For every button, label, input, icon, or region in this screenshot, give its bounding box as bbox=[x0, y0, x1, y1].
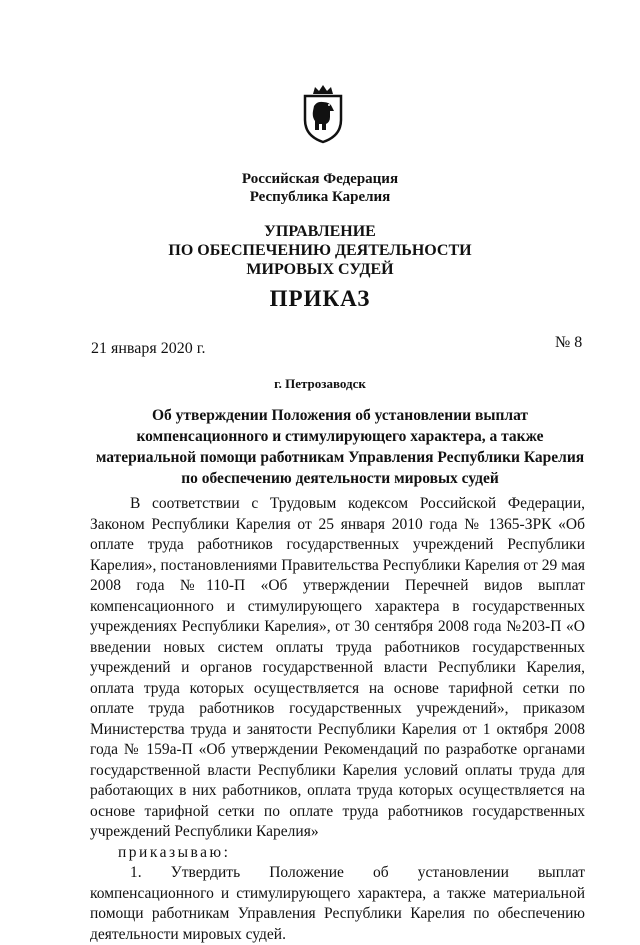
order-body bbox=[90, 494, 585, 945]
karelia-coat-of-arms-icon bbox=[299, 84, 347, 144]
org-name-line2: ПО ОБЕСПЕЧЕНИЮ ДЕЯТЕЛЬНОСТИ bbox=[168, 242, 472, 259]
republic-name: Республика Карелия bbox=[249, 189, 391, 205]
preamble-paragraph: В соответствии с Трудовым кодексом Российской Федерации, Законом Республики Карелия от 25 января 2010 года № 1365-ЗРК «Об оплате труда работников государственных учреждений Республики Карелия», постановлениями Правительства Республики Карелия от 29 мая 2008 года №110-П «Об утверждении Перечней видов выплат компенсационного и стимулирующего характера в государственных учреждениях Республики Карелия», от 30 сентября 2008 года №203-П «О введении новых систем оплаты труда работников государственных учреждений и органов государственной власти Республики Карелия, оплата труда которых осуществляется на основе тарифной сетки по оплате труда работников государственных учреждений», приказом Министерства труда и занятости Республики Карелия от 1 октября 2008 года № 159а-П «Об утверждении Рекомендаций по разработке органами государственной власти Республики Карелия условий оплаты труда для работающих в них работников, оплата труда которых осуществляется на основе тарифной сетки по оплате труда работников государственных учреждений Республики Карелия» bbox=[90, 495, 585, 840]
org-name-line1: УПРАВЛЕНИЕ bbox=[264, 223, 376, 240]
country-name: Российская Федерация bbox=[241, 171, 399, 187]
order-title: ПРИКАЗ bbox=[269, 286, 371, 311]
order-item-1: 1. Утвердить Положение об установлении выплат компенсационного и стимулирующего характера, а также материальной помощи работникам Управления Республики Карелия по обеспечению деятельности мировых судей. bbox=[90, 864, 585, 943]
org-name-line3: МИРОВЫХ СУДЕЙ bbox=[246, 261, 394, 278]
order-subject: Об утверждении Положения об установлении выплат компенсационного и стимулирующего характера, а также материальной помощи работникам Управления Республики Карелия по обеспечению деятельности мировых судей bbox=[95, 407, 585, 487]
orders-word: приказываю: bbox=[118, 843, 231, 861]
order-date: 21 января 2020 г. bbox=[91, 340, 206, 357]
order-city: г. Петрозаводск bbox=[274, 376, 366, 391]
order-number: № 8 bbox=[555, 334, 583, 351]
